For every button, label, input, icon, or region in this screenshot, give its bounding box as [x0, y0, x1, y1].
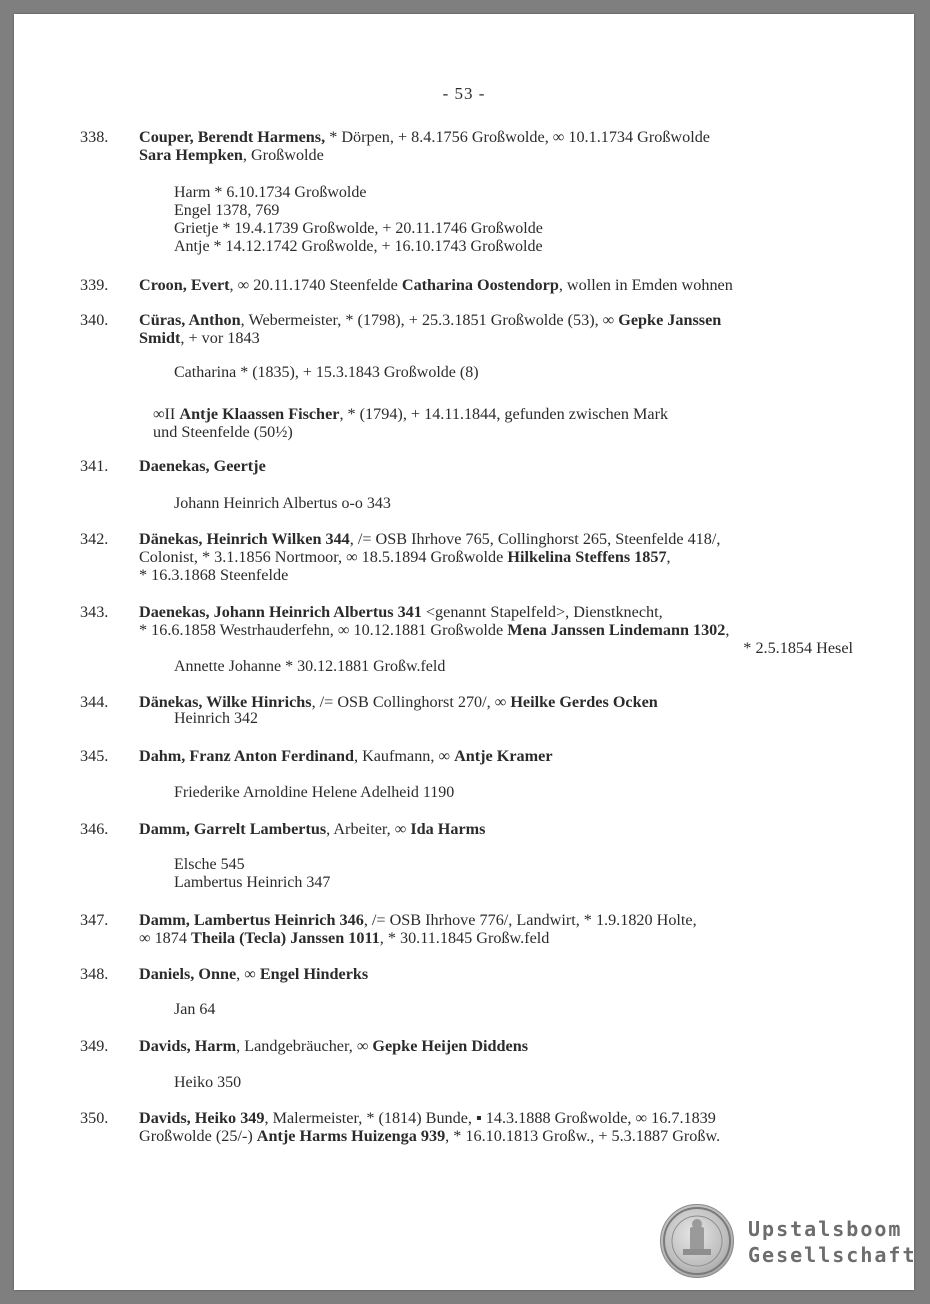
person-name: Damm, Garrelt Lambertus	[139, 820, 327, 838]
child-line: Elsche 545	[174, 856, 245, 873]
child-line: Catharina * (1835), + 15.3.1843 Großwolde (8)	[174, 364, 479, 381]
entry-number: 347.	[80, 911, 109, 929]
person-name: Gepke Heijen Diddens	[372, 1037, 528, 1055]
entry-line	[139, 530, 870, 548]
entry-text: , Arbeiter, ∞	[326, 820, 411, 838]
child-line: Johann Heinrich Albertus o-o 343	[174, 495, 391, 512]
entry-detail	[80, 184, 870, 256]
person-name: Davids, Harm	[139, 1037, 237, 1055]
entry-text: , ∞ 20.11.1740 Steenfelde	[229, 276, 402, 294]
entry-number: 349.	[80, 1037, 109, 1055]
entry-text: , ∞	[236, 965, 260, 983]
entry-line	[139, 146, 870, 164]
entry-line	[139, 911, 870, 929]
entry-line	[139, 693, 870, 711]
entry	[80, 128, 870, 164]
person-name: Damm, Lambertus Heinrich 346	[139, 911, 364, 929]
entry-line	[139, 1037, 870, 1055]
person-name: Sara Hempken	[139, 146, 243, 164]
person-name: Ida Harms	[410, 820, 486, 838]
entry-detail	[80, 784, 870, 802]
entry	[80, 911, 870, 947]
child-line: Harm * 6.10.1734 Großwolde	[174, 184, 367, 201]
entry-text: * 16.6.1858 Westrhauderfehn, ∞ 10.12.1881 Großwolde	[139, 621, 508, 639]
entry-text: , /= OSB Ihrhove 765, Collinghorst 265, Steenfelde 418/,	[349, 530, 721, 548]
entry-line	[139, 276, 870, 294]
entry	[80, 820, 870, 838]
person-name: Mena Janssen Lindemann 1302	[507, 621, 726, 639]
person-name: Dänekas, Wilke Hinrichs	[139, 693, 312, 711]
child-line: Annette Johanne * 30.12.1881 Großw.feld	[174, 658, 446, 675]
entry-text: , Webermeister, * (1798), + 25.3.1851 Großwolde (53), ∞	[240, 311, 619, 329]
entry	[80, 1109, 870, 1145]
child-line: Heiko 350	[174, 1074, 242, 1091]
entry-line	[139, 311, 870, 329]
entry-text: , wollen in Emden wohnen	[558, 276, 733, 294]
person-name: Couper, Berendt Harmens,	[139, 128, 326, 146]
person-name: Dahm, Franz Anton Ferdinand	[139, 747, 354, 765]
person-name: Heilke Gerdes Ocken	[510, 693, 658, 711]
entry-text: Colonist, * 3.1.1856 Nortmoor, ∞ 18.5.1894 Großwolde	[139, 548, 508, 566]
person-name: Engel Hinderks	[259, 965, 369, 983]
entry-detail	[80, 364, 870, 382]
person-name: Cüras, Anthon	[139, 311, 241, 329]
entry-number: 342.	[80, 530, 109, 548]
entry-line	[139, 566, 870, 584]
entry-text: , Landgebräucher, ∞	[236, 1037, 373, 1055]
entry-detail	[80, 710, 870, 728]
entry-text: Großwolde (25/-)	[139, 1127, 257, 1145]
entry-text: , Malermeister, * (1814) Bunde, ▪ 14.3.1888 Großwolde, ∞ 16.7.1839	[264, 1109, 716, 1127]
entry-text: ∞II	[153, 405, 180, 423]
entry-line	[139, 747, 870, 765]
entry-line	[139, 820, 870, 838]
person-name: Gepke Janssen	[618, 311, 722, 329]
entry-line	[153, 423, 870, 441]
entry-line	[139, 621, 870, 639]
person-name: Antje Klaassen Fischer	[179, 405, 340, 423]
person-name: Croon, Evert	[139, 276, 230, 294]
entry-text: , * (1794), + 14.11.1844, gefunden zwischen Mark	[339, 405, 669, 423]
child-line: Friederike Arnoldine Helene Adelheid 1190	[174, 784, 455, 801]
entry-number: 345.	[80, 747, 109, 765]
child-line: Jan 64	[174, 1001, 216, 1018]
entry-number: 344.	[80, 693, 109, 711]
entry-line	[153, 405, 870, 423]
entry-text: , /= OSB Collinghorst 270/, ∞	[311, 693, 511, 711]
person-name: Theila (Tecla) Janssen 1011	[191, 929, 380, 947]
entry	[80, 693, 870, 711]
entry-text: <genannt Stapelfeld>, Dienstknecht,	[421, 603, 663, 621]
entry	[80, 457, 870, 475]
entry-text: * 16.3.1868 Steenfelde	[139, 566, 289, 584]
child-line: Engel 1378, 769	[174, 202, 280, 219]
child-line: Lambertus Heinrich 347	[174, 874, 331, 891]
entry	[80, 530, 870, 584]
entry	[80, 311, 870, 347]
document-page	[14, 14, 917, 1290]
entry-number: 339.	[80, 276, 109, 294]
entry	[80, 1037, 870, 1055]
entry-text: , * 16.10.1813 Großw., + 5.3.1887 Großw.	[445, 1127, 721, 1145]
entry-text: und Steenfelde (50½)	[153, 423, 293, 441]
person-name: Daenekas, Johann Heinrich Albertus 341	[139, 603, 422, 621]
entry-text: , * 30.11.1845 Großw.feld	[379, 929, 550, 947]
entry-line-right: * 2.5.1854 Hesel	[743, 639, 853, 657]
entry-detail	[80, 658, 870, 676]
entry-text: , Kaufmann, ∞	[353, 747, 455, 765]
entry-text: * Dörpen, + 8.4.1756 Großwolde, ∞ 10.1.1734 Großwolde	[325, 128, 710, 146]
brand-line-1: Upstalsboom	[748, 1217, 903, 1241]
entry-line	[139, 329, 870, 347]
entry-line	[139, 929, 870, 947]
entry-detail	[80, 495, 870, 513]
entry-detail	[80, 1001, 870, 1019]
entry-detail	[80, 1074, 870, 1092]
child-line: Grietje * 19.4.1739 Großwolde, + 20.11.1746 Großwolde	[174, 220, 543, 237]
entry	[80, 276, 870, 294]
brand-line-2: Gesellschaft	[748, 1243, 917, 1267]
child-line: Heinrich 342	[174, 710, 258, 727]
entry-number: 350.	[80, 1109, 109, 1127]
entry-number: 338.	[80, 128, 109, 146]
entry-number: 343.	[80, 603, 109, 621]
entry-line	[139, 1109, 870, 1127]
person-name: Davids, Heiko 349	[139, 1109, 265, 1127]
entry-number: 346.	[80, 820, 109, 838]
entry	[80, 603, 870, 657]
entry-detail	[80, 856, 870, 892]
entry-text: , /= OSB Ihrhove 776/, Landwirt, * 1.9.1820 Holte,	[363, 911, 697, 929]
entry-line	[139, 128, 870, 146]
entry-number: 348.	[80, 965, 109, 983]
society-seal-icon	[660, 1204, 734, 1278]
entry-text: ,	[666, 548, 671, 566]
entry-detail	[80, 405, 870, 441]
person-name: Daniels, Onne	[139, 965, 237, 983]
entry-line	[139, 965, 870, 983]
person-name: Antje Kramer	[454, 747, 553, 765]
entry-line	[139, 603, 870, 621]
person-name: Daenekas, Geertje	[139, 457, 266, 475]
entry-line	[139, 457, 870, 475]
child-line: Antje * 14.12.1742 Großwolde, + 16.10.1743 Großwolde	[174, 238, 543, 255]
person-name: Dänekas, Heinrich Wilken 344	[139, 530, 350, 548]
entry-line	[139, 1127, 870, 1145]
entry	[80, 747, 870, 765]
entry-number: 340.	[80, 311, 109, 329]
page-number: - 53 -	[442, 84, 486, 103]
entry-text: , + vor 1843	[180, 329, 260, 347]
person-name: Hilkelina Steffens 1857	[507, 548, 667, 566]
person-name: Smidt	[139, 329, 181, 347]
entry-text: , Großwolde	[242, 146, 324, 164]
entry-text: ,	[725, 621, 730, 639]
entry-number: 341.	[80, 457, 109, 475]
entry	[80, 965, 870, 983]
person-name: Catharina Oostendorp	[401, 276, 559, 294]
entry-text: ∞ 1874	[139, 929, 192, 947]
person-name: Antje Harms Huizenga 939	[256, 1127, 446, 1145]
entry-line	[139, 548, 870, 566]
